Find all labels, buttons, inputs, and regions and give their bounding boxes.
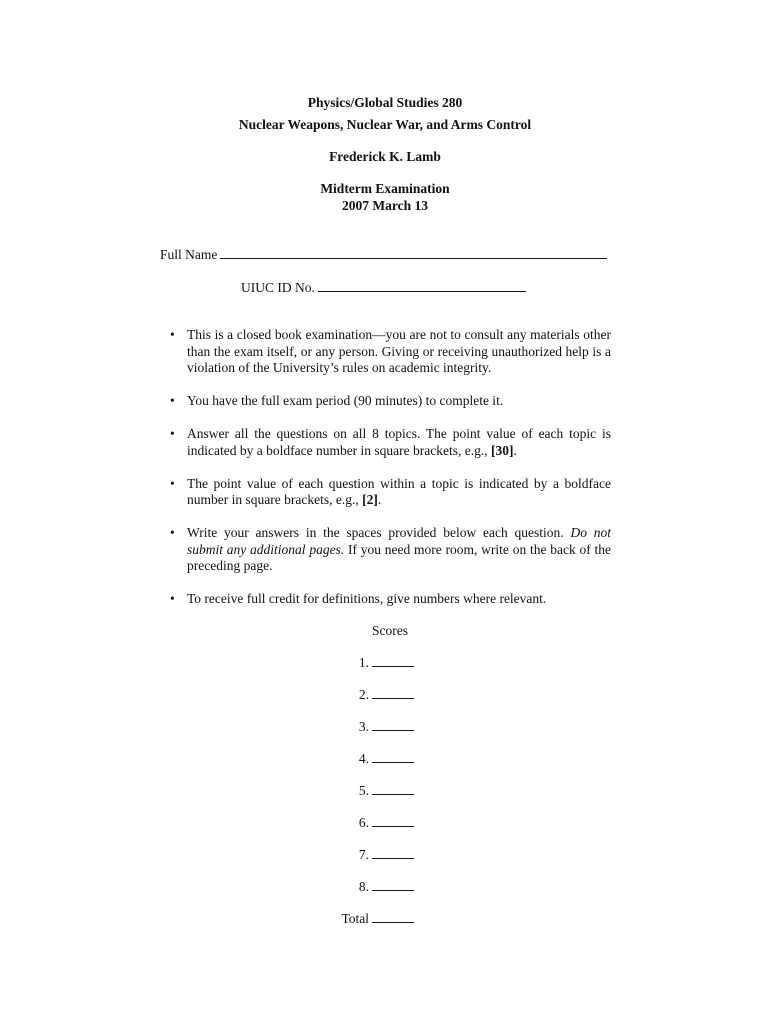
bullet-icon: •: [170, 525, 175, 540]
instruction-text-end: .: [377, 492, 382, 507]
score-row-total[interactable]: [341, 910, 414, 927]
score-row-2[interactable]: [359, 686, 414, 703]
score-row-7[interactable]: [359, 846, 414, 863]
instruction-text: The point value of each question within a topic is indicated by a boldface number in square brackets, e.g.,: [187, 475, 611, 507]
instruction-item: [170, 591, 611, 608]
score-label: 4.: [358, 751, 369, 766]
scores-title: Scores: [372, 623, 408, 638]
topic-point-example: [30]: [491, 442, 514, 458]
full-name-label: Full Name: [160, 247, 218, 262]
score-label: 5.: [358, 783, 369, 798]
exam-title: Midterm Examination: [320, 181, 450, 196]
bullet-icon: •: [170, 475, 175, 491]
instruction-text: Answer all the questions on all 8 topics. The point value of each topic is indicated by a boldface number in square brackets, e.g.,: [187, 426, 611, 458]
bullet-icon: •: [170, 393, 175, 408]
score-blank[interactable]: [372, 878, 414, 891]
course-number: Physics/Global Studies 280: [307, 95, 463, 110]
instruction-emphasis: Do not submit any additional pages.: [187, 525, 611, 557]
score-label: 6.: [358, 815, 369, 830]
instruction-text: This is a closed book examination—you are not to consult any materials other than the exam itself, or any person. Giving or receiving unauthorized help is a violation of the University’s rules on academic integrity.: [187, 327, 611, 375]
score-row-5[interactable]: [359, 782, 414, 799]
score-row-3[interactable]: [359, 718, 414, 735]
score-blank[interactable]: [372, 718, 414, 731]
instruction-text-end: If you need more room, write on the back of the preceding page.: [187, 541, 611, 573]
instruction-item: [170, 327, 611, 377]
score-label: 2.: [358, 687, 369, 702]
score-blank[interactable]: [372, 654, 414, 667]
instructor-name: Frederick K. Lamb: [329, 149, 441, 164]
score-row-1[interactable]: [359, 654, 414, 671]
score-label: 8.: [358, 879, 369, 894]
instruction-item: [170, 476, 611, 509]
full-name-blank[interactable]: [220, 246, 607, 259]
course-title: Nuclear Weapons, Nuclear War, and Arms Control: [238, 117, 532, 132]
full-name-field[interactable]: [160, 246, 607, 263]
score-label: 3.: [358, 719, 369, 734]
score-label: 7.: [358, 847, 369, 862]
score-total-label: Total: [341, 911, 369, 926]
bullet-icon: •: [170, 327, 175, 342]
bullet-icon: •: [170, 426, 175, 441]
score-row-6[interactable]: [359, 814, 414, 831]
score-blank[interactable]: [372, 750, 414, 763]
score-blank[interactable]: [372, 686, 414, 699]
instruction-item: [170, 525, 611, 575]
uiuc-id-label: UIUC ID No.: [241, 280, 315, 295]
score-row-4[interactable]: [359, 750, 414, 767]
instruction-item: [170, 426, 611, 459]
instruction-text: You have the full exam period (90 minutes) to complete it.: [187, 393, 504, 408]
score-blank[interactable]: [372, 846, 414, 859]
exam-date: 2007 March 13: [342, 198, 428, 213]
question-point-example: [2]: [362, 492, 378, 507]
score-row-8[interactable]: [359, 878, 414, 895]
instruction-text: Write your answers in the spaces provided below each question.: [187, 525, 571, 540]
instruction-text-end: .: [513, 442, 517, 458]
uiuc-id-field[interactable]: [241, 279, 526, 296]
score-label: 1.: [358, 655, 369, 670]
score-blank[interactable]: [372, 814, 414, 827]
instruction-item: [170, 393, 611, 410]
score-blank[interactable]: [372, 910, 414, 923]
uiuc-id-blank[interactable]: [318, 279, 526, 292]
instruction-text: To receive full credit for definitions, give numbers where relevant.: [187, 591, 547, 606]
score-blank[interactable]: [372, 782, 414, 795]
instructions-list: [170, 327, 611, 624]
bullet-icon: •: [170, 591, 175, 606]
